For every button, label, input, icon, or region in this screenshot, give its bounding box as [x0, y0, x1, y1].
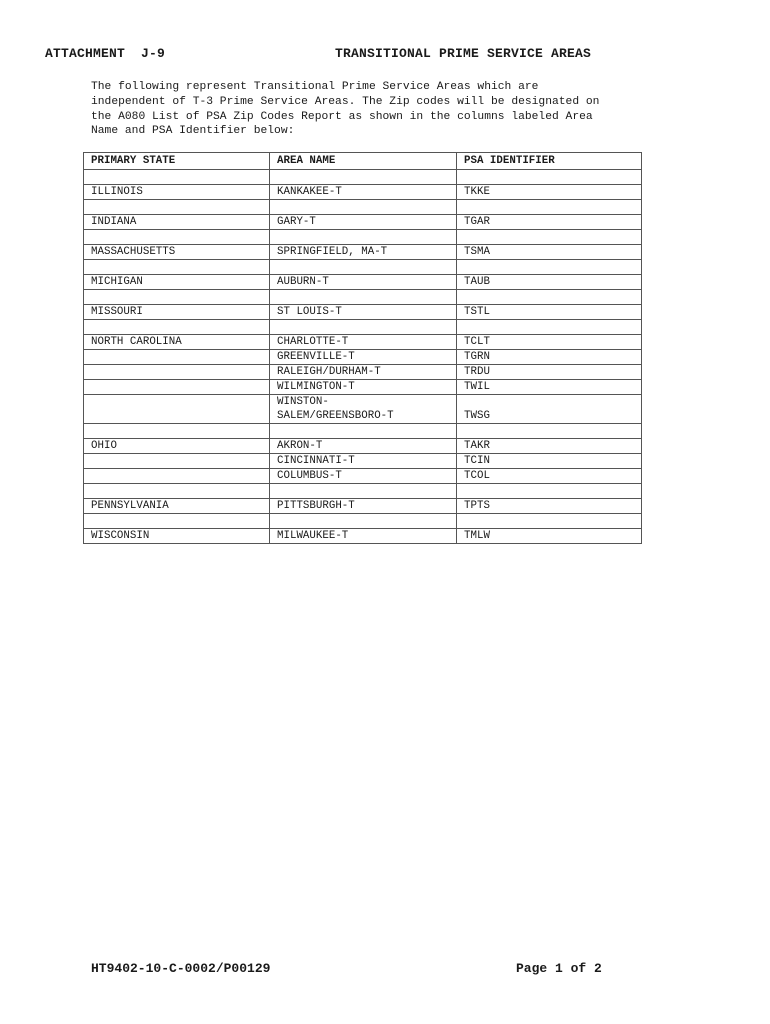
- cell-area-name: GREENVILLE-T: [270, 350, 457, 365]
- cell-primary-state: [84, 260, 270, 275]
- cell-area-name: RALEIGH/DURHAM-T: [270, 365, 457, 380]
- table-row: [84, 170, 642, 185]
- cell-primary-state: NORTH CAROLINA: [84, 335, 270, 350]
- table-row: [84, 484, 642, 499]
- cell-area-name: WILMINGTON-T: [270, 380, 457, 395]
- cell-area-name: SPRINGFIELD, MA-T: [270, 245, 457, 260]
- cell-psa-identifier: [457, 260, 642, 275]
- table-row: [84, 215, 642, 230]
- psa-table: [83, 152, 642, 544]
- cell-psa-identifier: [457, 170, 642, 185]
- table-row: [84, 200, 642, 215]
- table-row: [84, 320, 642, 335]
- table-row: [84, 350, 642, 365]
- cell-area-name: ST LOUIS-T: [270, 305, 457, 320]
- cell-primary-state: MICHIGAN: [84, 275, 270, 290]
- cell-primary-state: [84, 469, 270, 484]
- cell-psa-identifier: [457, 230, 642, 245]
- cell-area-name: AKRON-T: [270, 439, 457, 454]
- cell-primary-state: [84, 424, 270, 439]
- cell-area-name: KANKAKEE-T: [270, 185, 457, 200]
- table-row: [84, 469, 642, 484]
- table-row: [84, 424, 642, 439]
- cell-area-name: CINCINNATI-T: [270, 454, 457, 469]
- document-id: HT9402-10-C-0002/P00129: [91, 961, 271, 976]
- cell-area-name: [270, 170, 457, 185]
- cell-psa-identifier: TSMA: [457, 245, 642, 260]
- cell-area-name: CHARLOTTE-T: [270, 335, 457, 350]
- table-row: [84, 529, 642, 544]
- cell-primary-state: WISCONSIN: [84, 529, 270, 544]
- cell-primary-state: [84, 320, 270, 335]
- table-row: [84, 305, 642, 320]
- cell-psa-identifier: TSTL: [457, 305, 642, 320]
- attachment-label: ATTACHMENT J-9: [45, 46, 166, 61]
- cell-area-name: [270, 230, 457, 245]
- table-row: [84, 230, 642, 245]
- cell-primary-state: [84, 484, 270, 499]
- header-area-name: AREA NAME: [270, 153, 457, 170]
- cell-primary-state: [84, 200, 270, 215]
- table-body: [84, 170, 642, 544]
- page-number: Page 1 of 2: [516, 961, 602, 976]
- cell-primary-state: ILLINOIS: [84, 185, 270, 200]
- document-title: TRANSITIONAL PRIME SERVICE AREAS: [335, 46, 592, 61]
- cell-primary-state: MASSACHUSETTS: [84, 245, 270, 260]
- cell-primary-state: [84, 514, 270, 529]
- cell-area-name: [270, 424, 457, 439]
- cell-psa-identifier: TAKR: [457, 439, 642, 454]
- cell-primary-state: OHIO: [84, 439, 270, 454]
- intro-paragraph: The following represent Transitional Prime Service Areas which are independent of T-3 Prime Service Areas. The Zip codes will be designated on the A080 List of PSA Zip Codes Report as shown in the columns labeled Area Name and PSA Identifier below:: [91, 81, 600, 138]
- cell-area-name: [270, 320, 457, 335]
- cell-psa-identifier: TCIN: [457, 454, 642, 469]
- cell-psa-identifier: TPTS: [457, 499, 642, 514]
- table-row: [84, 290, 642, 305]
- table-row: [84, 365, 642, 380]
- cell-primary-state: [84, 170, 270, 185]
- table-row: [84, 395, 642, 424]
- cell-psa-identifier: TWSG: [457, 395, 642, 424]
- cell-psa-identifier: TCLT: [457, 335, 642, 350]
- cell-primary-state: [84, 380, 270, 395]
- cell-primary-state: INDIANA: [84, 215, 270, 230]
- table-row: [84, 275, 642, 290]
- cell-primary-state: [84, 365, 270, 380]
- cell-psa-identifier: [457, 484, 642, 499]
- cell-psa-identifier: [457, 514, 642, 529]
- cell-primary-state: PENNSYLVANIA: [84, 499, 270, 514]
- cell-psa-identifier: [457, 424, 642, 439]
- cell-area-name: [270, 484, 457, 499]
- cell-primary-state: [84, 395, 270, 424]
- cell-area-name: GARY-T: [270, 215, 457, 230]
- cell-psa-identifier: TKKE: [457, 185, 642, 200]
- cell-psa-identifier: [457, 320, 642, 335]
- cell-area-name: [270, 200, 457, 215]
- table-row: [84, 454, 642, 469]
- table-row: [84, 335, 642, 350]
- table-row: [84, 514, 642, 529]
- cell-psa-identifier: TGAR: [457, 215, 642, 230]
- cell-psa-identifier: TRDU: [457, 365, 642, 380]
- cell-area-name: PITTSBURGH-T: [270, 499, 457, 514]
- cell-area-name: COLUMBUS-T: [270, 469, 457, 484]
- cell-area-name: [270, 514, 457, 529]
- cell-area-name: MILWAUKEE-T: [270, 529, 457, 544]
- cell-psa-identifier: [457, 200, 642, 215]
- cell-primary-state: MISSOURI: [84, 305, 270, 320]
- cell-psa-identifier: TGRN: [457, 350, 642, 365]
- table-row: [84, 439, 642, 454]
- cell-area-name: [270, 260, 457, 275]
- cell-area-name: WINSTON- SALEM/GREENSBORO-T: [270, 395, 457, 424]
- table-row: [84, 499, 642, 514]
- cell-psa-identifier: TCOL: [457, 469, 642, 484]
- cell-psa-identifier: TAUB: [457, 275, 642, 290]
- cell-psa-identifier: [457, 290, 642, 305]
- table-row: [84, 185, 642, 200]
- cell-primary-state: [84, 454, 270, 469]
- header-primary-state: PRIMARY STATE: [84, 153, 270, 170]
- cell-primary-state: [84, 350, 270, 365]
- cell-psa-identifier: TMLW: [457, 529, 642, 544]
- cell-primary-state: [84, 290, 270, 305]
- table-row: [84, 380, 642, 395]
- cell-area-name: AUBURN-T: [270, 275, 457, 290]
- table-header-row: [84, 153, 642, 170]
- cell-psa-identifier: TWIL: [457, 380, 642, 395]
- cell-primary-state: [84, 230, 270, 245]
- cell-area-name: [270, 290, 457, 305]
- table-row: [84, 260, 642, 275]
- table-row: [84, 245, 642, 260]
- header-psa-identifier: PSA IDENTIFIER: [457, 153, 642, 170]
